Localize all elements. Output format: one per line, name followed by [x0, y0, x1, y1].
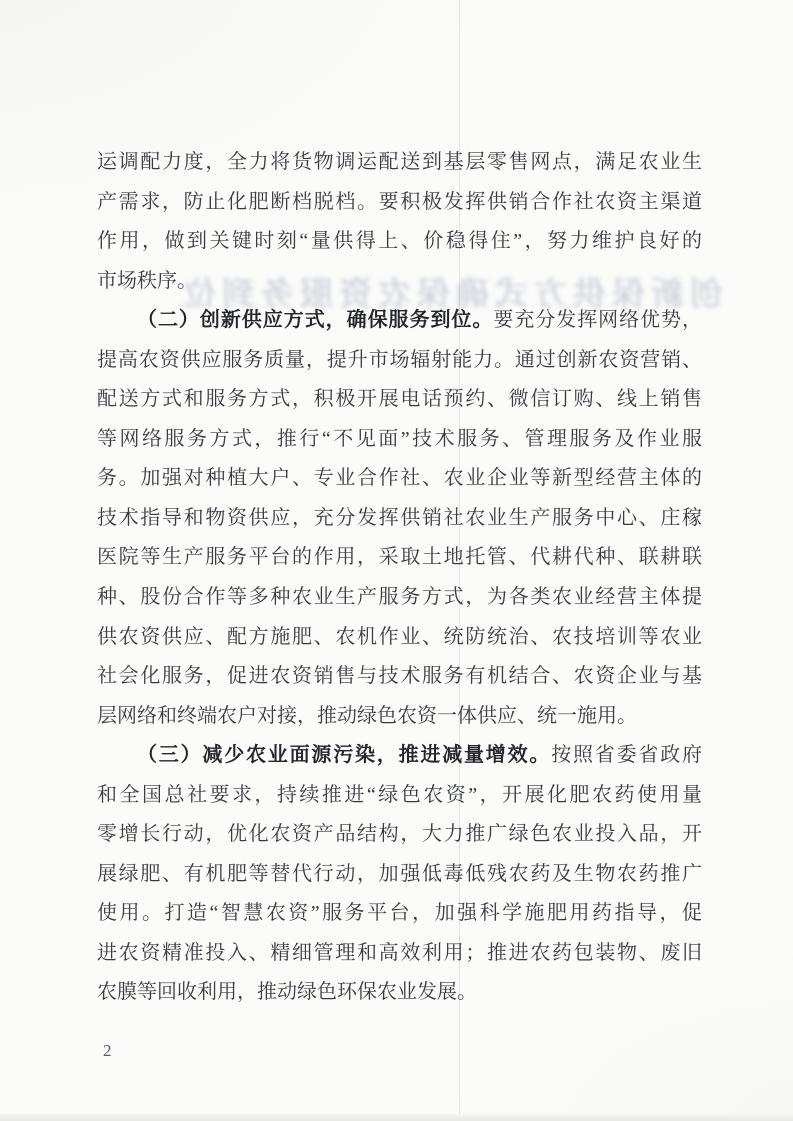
text-line: 医院等生产服务平台的作用，采取土地托管、代耕代种、联耕联 [97, 546, 702, 569]
text-line: 提高农资供应服务质量，提升市场辐射能力。通过创新农资营销、 [97, 348, 702, 371]
page-bottom-edge [0, 1114, 793, 1121]
text-line: 务。加强对种植大户、专业合作社、农业企业等新型经营主体的 [97, 467, 702, 490]
text-line: 进农资精准投入、精细管理和高效利用；推进农药包装物、废旧 [97, 941, 702, 964]
text-line: 种、股份合作等多种农业生产服务方式，为各类农业经营主体提 [97, 586, 702, 609]
text-line: 供农资供应、配方施肥、农机作业、统防统治、农技培训等农业 [97, 625, 702, 648]
text-line: 运调配力度，全力将货物调运配送到基层零售网点，满足农业生 [97, 151, 702, 173]
page-number: 2 [103, 1041, 112, 1060]
text-line: 使用。打造“智慧农资”服务平台，加强科学施肥用药指导，促 [97, 902, 702, 925]
text-line: 和全国总社要求，持续推进“绿色农资”，开展化肥农药使用量 [97, 783, 702, 806]
text-line: 展绿肥、有机肥等替代行动，加强低毒低残农药及生物农药推广 [97, 862, 702, 885]
document-body [97, 143, 702, 1013]
text-line: （三）减少农业面源污染，推进减量增效。按照省委省政府 [137, 744, 703, 767]
section-heading: （三）减少农业面源污染，推进减量增效。 [137, 744, 552, 767]
text-line: 产需求，防止化肥断档脱档。要积极发挥供销合作社农资主渠道 [97, 190, 702, 213]
text-line: 农膜等回收利用，推动绿色环保农业发展。 [97, 981, 477, 1004]
text-line: 等网络服务方式，推行“不见面”技术服务、管理服务及作业服 [97, 427, 702, 450]
section-heading: （二）创新供应方式，确保服务到位。 [137, 309, 494, 332]
text-line: 作用，做到关键时刻“量供得上、价稳得住”，努力维护良好的 [97, 230, 702, 253]
text-line: 社会化服务，促进农资销售与技术服务有机结合、农资企业与基 [97, 665, 702, 688]
text-line: 配送方式和服务方式，积极开展电话预约、微信订购、线上销售 [97, 388, 702, 411]
text-line: 市场秩序。 [97, 269, 197, 292]
ink-bleedthrough-artifact: 创新保供方式确保农资服务到位 [177, 277, 723, 312]
document-lines [97, 143, 702, 1013]
text-line: 零增长行动，优化农资产品结构，大力推广绿色农业投入品，开 [97, 823, 702, 846]
text-line: （二）创新供应方式，确保服务到位。要充分发挥网络优势， [137, 309, 703, 332]
text-line: 层网络和终端农户对接，推动绿色农资一体供应、统一施用。 [97, 704, 637, 727]
text-line: 技术指导和物资供应，充分发挥供销社农业生产服务中心、庄稼 [97, 506, 702, 529]
